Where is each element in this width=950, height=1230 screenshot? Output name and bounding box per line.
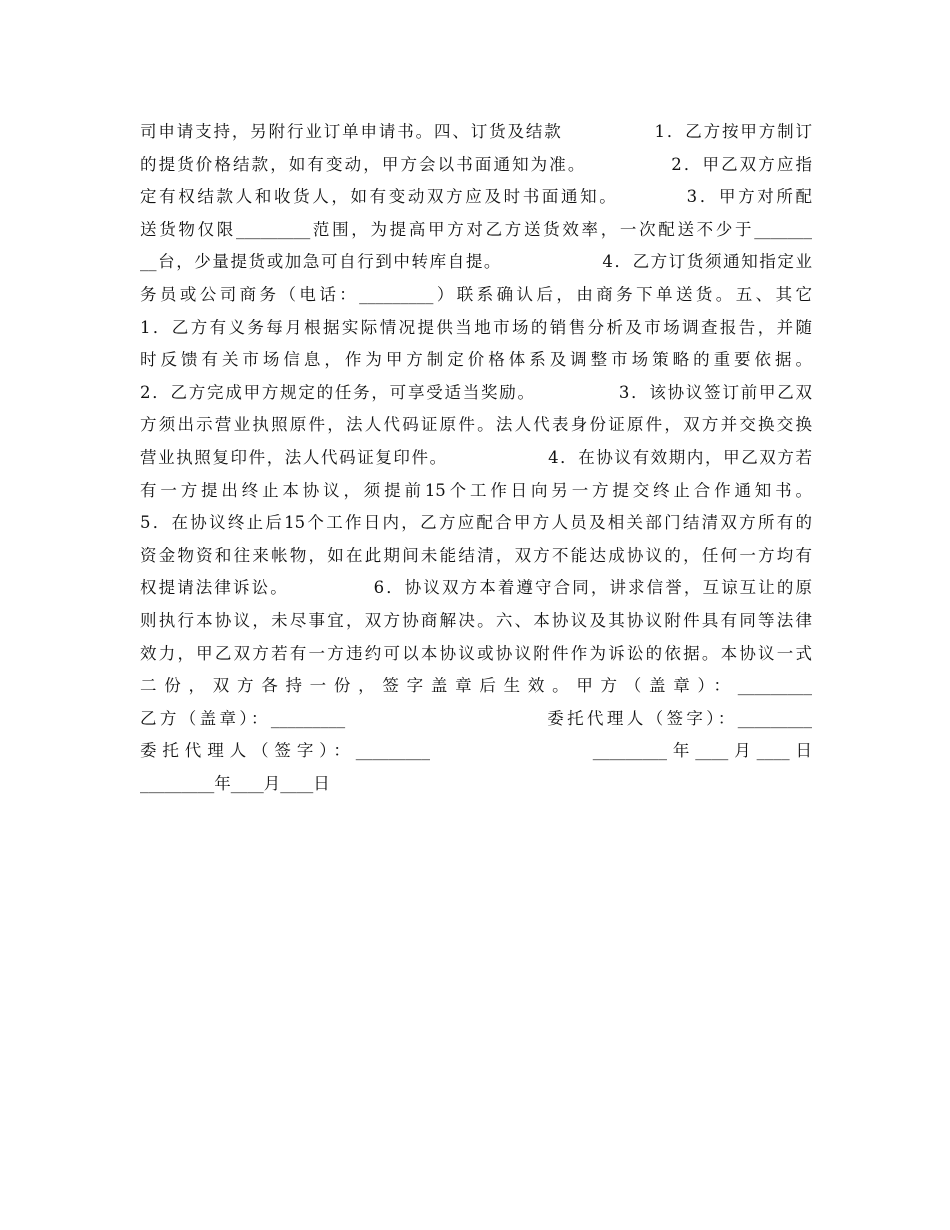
text-line: 司申请支持，另附行业订单申请书。四、订货及结款 1．乙方按甲方制订 — [140, 122, 812, 141]
signature-line-agent-date: 委托代理人（签字）：_________ _________年____月____日 — [140, 741, 812, 761]
signature-line-party-b: 乙方（盖章）：_________ 委托代理人（签字）：_________ — [140, 708, 812, 728]
text-line: 定有权结款人和收货人，如有变动双方应及时书面通知。 3．甲方对所配 — [140, 187, 812, 207]
text-line: 资金物资和往来帐物，如在此期间未能结清，双方不能达成协议的，任何一方均有 — [140, 545, 812, 565]
text-line: 的提货价格结款，如有变动，甲方会以书面通知为准。 2．甲乙双方应指 — [140, 154, 812, 174]
text-line: 2．乙方完成甲方规定的任务，可享受适当奖励。 3．该协议签订前甲乙双 — [140, 382, 812, 402]
text-line: 则执行本协议，未尽事宜，双方协商解决。六、本协议及其协议附件具有同等法律 — [140, 610, 812, 630]
date-line: _________年____月____日 — [140, 773, 330, 793]
contract-body-text — [140, 116, 812, 800]
text-line: 务员或公司商务（电话：_________）联系确认后，由商务下单送货。五、其它 — [140, 284, 812, 304]
text-line: 5．在协议终止后15个工作日内，乙方应配合甲方人员及相关部门结清双方所有的 — [140, 513, 812, 533]
text-line: 方须出示营业执照原件，法人代码证原件。法人代表身份证原件，双方并交换交换 — [140, 415, 812, 435]
text-line: 送货物仅限_________范围，为提高甲方对乙方送货效率，一次配送不少于_______ — [140, 219, 812, 239]
signature-line-party-a: 二份，双方各持一份，签字盖章后生效。甲方（盖章）：_________ — [140, 676, 812, 696]
text-line: 营业执照复印件，法人代码证复印件。 4．在协议有效期内，甲乙双方若 — [140, 447, 812, 467]
text-line: 1．乙方有义务每月根据实际情况提供当地市场的销售分析及市场调查报告，并随 — [140, 317, 812, 337]
text-line: 时反馈有关市场信息，作为甲方制定价格体系及调整市场策略的重要依据。 — [140, 350, 812, 370]
text-line: 效力，甲乙双方若有一方违约可以本协议或协议附件作为诉讼的依据。本协议一式 — [140, 643, 812, 663]
text-line: 有一方提出终止本协议，须提前15个工作日向另一方提交终止合作通知书。 — [140, 480, 812, 500]
text-line: 权提请法律诉讼。 6．协议双方本着遵守合同，讲求信誉，互谅互让的原 — [140, 578, 812, 598]
text-line: __台，少量提货或加急可自行到中转库自提。 4．乙方订货须通知指定业 — [140, 252, 812, 272]
